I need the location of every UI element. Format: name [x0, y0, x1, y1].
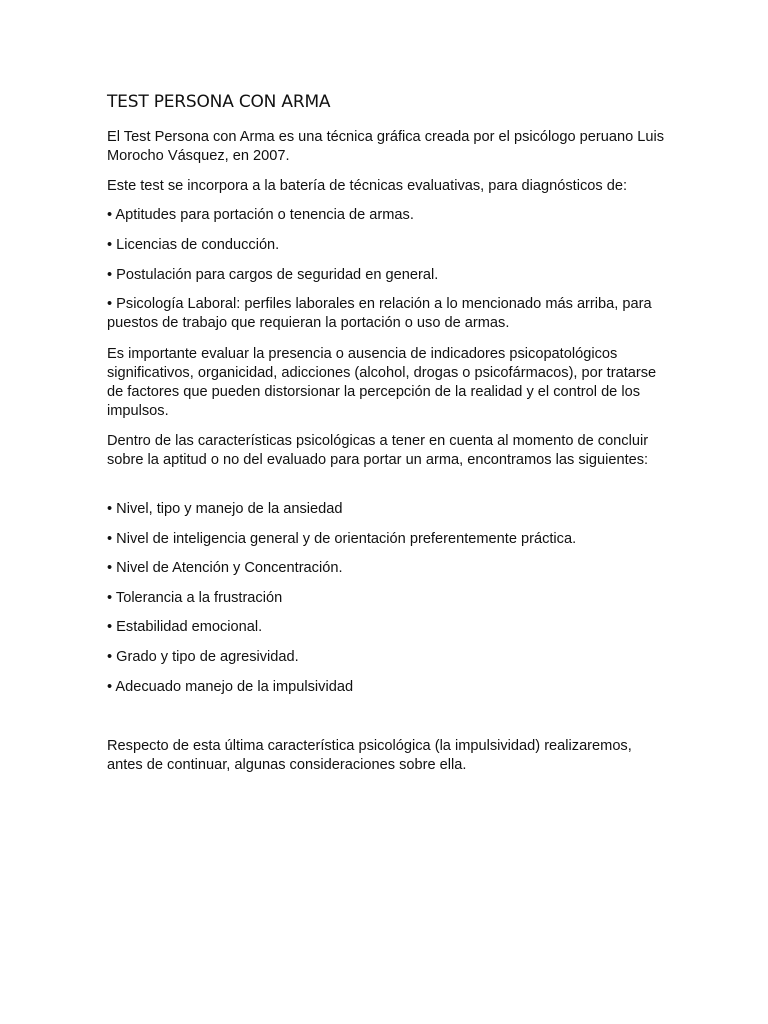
paragraph-battery: Este test se incorpora a la batería de técnicas evaluativas, para diagnósticos de:: [107, 178, 628, 194]
bullet-item: • Postulación para cargos de seguridad en general.: [107, 267, 439, 283]
bullet-item: • Estabilidad emocional.: [107, 619, 263, 635]
bullet-item: • Nivel de inteligencia general y de orientación preferentemente práctica.: [107, 531, 577, 547]
bullet-item: • Psicología Laboral: perfiles laborales en relación a lo mencionado más arriba, para puestos de trabajo que requieran la portación o uso de armas.: [107, 296, 652, 331]
bullet-item: • Licencias de conducción.: [107, 237, 280, 253]
bullet-item: • Grado y tipo de agresividad.: [107, 649, 299, 665]
paragraph-intro: El Test Persona con Arma es una técnica gráfica creada por el psicólogo peruano Luis Morocho Vásquez, en 2007.: [107, 129, 665, 164]
paragraph-closing: Respecto de esta última característica psicológica (la impulsividad) realizaremos, antes de continuar, algunas consideraciones sobre ella.: [107, 738, 632, 773]
paragraph-importance: Es importante evaluar la presencia o ausencia de indicadores psicopatológicos significativos, organicidad, adicciones (alcohol, drogas o psicofármacos), por tratarse de factores que pueden distorsionar la percepción de la realidad y el control de los impulsos.: [107, 346, 657, 419]
bullet-item: • Adecuado manejo de la impulsividad: [107, 679, 354, 695]
bullet-item: • Tolerancia a la frustración: [107, 590, 283, 606]
paragraph-characteristics: Dentro de las características psicológicas a tener en cuenta al momento de concluir sobre la aptitud o no del evaluado para portar un arma, encontramos las siguientes:: [107, 433, 649, 468]
document-title: TEST PERSONA CON ARMA: [107, 92, 331, 112]
bullet-item: • Aptitudes para portación o tenencia de armas.: [107, 207, 414, 223]
bullet-item: • Nivel de Atención y Concentración.: [107, 560, 343, 576]
bullet-item: • Nivel, tipo y manejo de la ansiedad: [107, 501, 343, 517]
